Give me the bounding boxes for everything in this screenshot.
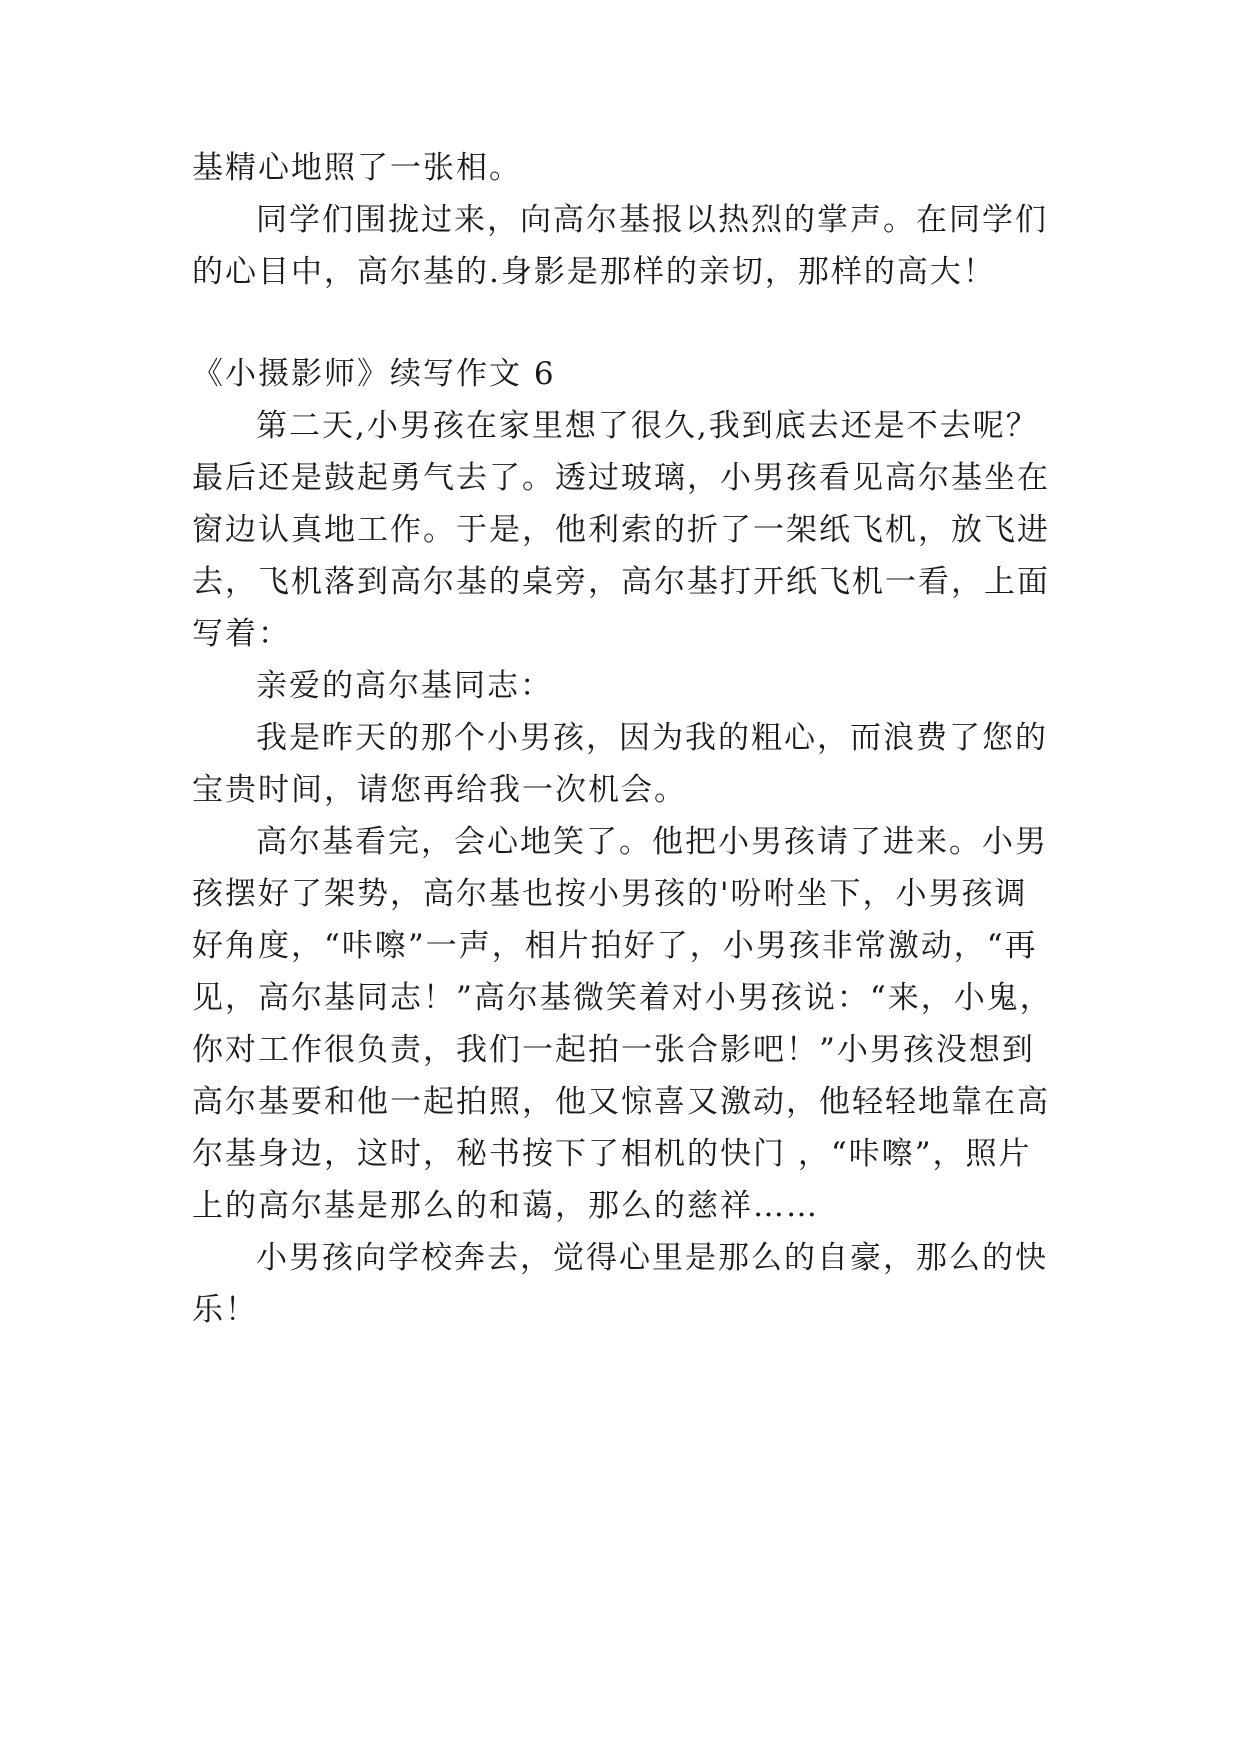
letter-salutation: 亲爱的高尔基同志：	[256, 668, 553, 704]
paragraph-line: 第二天,小男孩在家里想了很久,我到底去还是不去呢？	[256, 408, 1039, 444]
paragraph-line: 高尔基要和他一起拍照，他又惊喜又激动，他轻轻地靠在高	[192, 1084, 1050, 1120]
paragraph-line: 尔基身边，这时，秘书按下了相机的快门 ，“咔嚓”，照片	[192, 1136, 1032, 1172]
paragraph-line: 宝贵时间，请您再给我一次机会。	[192, 772, 687, 808]
paragraph-line: 高尔基看完，会心地笑了。他把小男孩请了进来。小男	[256, 824, 1048, 860]
paragraph-line: 去，飞机落到高尔基的桌旁，高尔基打开纸飞机一看，上面	[192, 564, 1050, 600]
paragraph-line: 基精心地照了一张相。	[192, 150, 522, 186]
paragraph-line: 最后还是鼓起勇气去了。透过玻璃，小男孩看见高尔基坐在	[192, 460, 1050, 496]
paragraph-line: 窗边认真地工作。于是，他利索的折了一架纸飞机，放飞进	[192, 512, 1050, 548]
paragraph-line: 同学们围拢过来，向高尔基报以热烈的掌声。在同学们	[256, 202, 1048, 238]
paragraph-line: 好角度，“咔嚓”一声，相片拍好了，小男孩非常激动，“再	[192, 928, 1038, 964]
paragraph-line: 小男孩向学校奔去，觉得心里是那么的自豪，那么的快	[256, 1240, 1048, 1276]
paragraph-line: 写着：	[192, 616, 291, 652]
paragraph-line: 孩摆好了架势，高尔基也按小男孩的'吩咐坐下，小男孩调	[192, 876, 1028, 912]
paragraph-line: 你对工作很负责，我们一起拍一张合影吧！”小男孩没想到	[192, 1032, 1035, 1068]
paragraph-line: 上的高尔基是那么的和蔼，那么的慈祥……	[192, 1188, 819, 1224]
paragraph-line: 的心目中，高尔基的.身影是那样的亲切，那样的高大！	[192, 254, 996, 290]
section-heading: 《小摄影师》续写作文 6	[192, 356, 556, 392]
paragraph-line: 乐！	[192, 1292, 258, 1328]
paragraph-line: 我是昨天的那个小男孩，因为我的粗心，而浪费了您的	[256, 720, 1048, 756]
paragraph-line: 见，高尔基同志！”高尔基微笑着对小男孩说：“来，小鬼，	[192, 980, 1053, 1016]
